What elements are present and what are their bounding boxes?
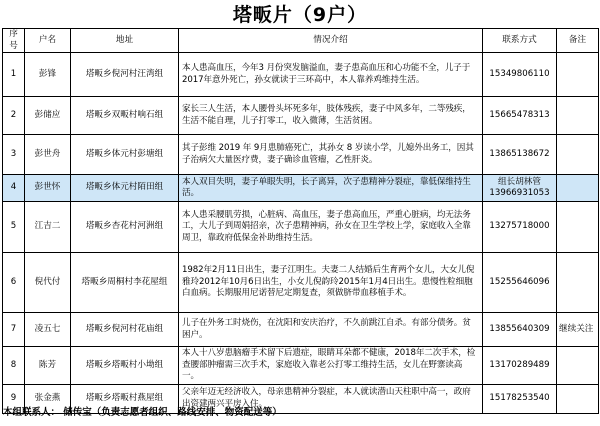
household-table — [2, 28, 599, 414]
header-info: 情况介绍 — [179, 29, 483, 53]
row-name: 倪代付 — [25, 253, 71, 313]
row-no: 7 — [3, 313, 25, 347]
row-phone: 15178253540 — [483, 384, 557, 413]
row-name: 张金燕 — [25, 384, 71, 413]
header-phone: 联系方式 — [483, 29, 557, 53]
row-info: 本人患采腰肌劳损，心脏病、高血压，妻子患高血压，严重心脏病，均无法务工，大儿子到周娟招亲，次子患精神病，孙女在卫生学校上学，家庭收入全靠周卫，靠政府低保金补助维持生活。 — [179, 202, 483, 253]
row-address: 塔畈乡倪河村汪湾组 — [71, 53, 179, 97]
row-no: 2 — [3, 97, 25, 135]
row-address: 塔畈乡倪河村花庙组 — [71, 313, 179, 347]
row-phone: 13275718000 — [483, 202, 557, 253]
row-name: 彭世舟 — [25, 135, 71, 175]
row-address: 塔畈乡双畈村响石组 — [71, 97, 179, 135]
row-note — [557, 253, 599, 313]
row-name: 江吉二 — [25, 202, 71, 253]
row-note — [557, 202, 599, 253]
row-no: 1 — [3, 53, 25, 97]
row-phone: 15255646096 — [483, 253, 557, 313]
header-no: 序号 — [3, 29, 25, 53]
row-info: 其子彭维 2019 年 9月患肺癌死亡，其孙女 8 岁读小学，儿媳外出务工，因其子治病欠大量医疗费，妻子确诊血管瘤，乙性肝炎。 — [179, 135, 483, 175]
row-no: 4 — [3, 175, 25, 202]
row-info: 家长三人生活，本人腰骨头坏死多年，肢体残疾，妻子中风多年，二等残疾，生活不能自理，儿子打零工，收入微薄，生活贫困。 — [179, 97, 483, 135]
table-row — [3, 175, 599, 202]
row-info: 父亲年迈无经济收入，母亲患精神分裂症，本人就读潜山天柱职中高一，政府出资建两兴平房入住。 — [179, 384, 483, 413]
header-address: 地址 — [71, 29, 179, 53]
row-phone: 15349806110 — [483, 53, 557, 97]
row-info: 儿子在外务工时烧伤，在沈阳和安庆治疗，不久前跳江自杀。有部分债务。贫困户。 — [179, 313, 483, 347]
row-info: 1982年2月11日出生，妻子江明生。夫妻二人结婚后生育两个女儿，大女儿倪雅玲2012年10月6日出生，小女儿倪韵玲2015年1月4日出生。患慢性粒细胞白血病。长期服用尼诺替尼定期复查，须做脐带血移植手术。 — [179, 253, 483, 313]
header-name: 户名 — [25, 29, 71, 53]
row-note — [557, 347, 599, 385]
table-row — [3, 202, 599, 253]
row-info: 本人患高血压，今年3 月份突发脑溢血，妻子患高血压和心功能不全，儿子于 2017年意外死亡，孙女就读于三环高中，本人靠养鸡维持生活。 — [179, 53, 483, 97]
row-note — [557, 97, 599, 135]
row-note — [557, 135, 599, 175]
row-address: 塔畈乡杏花村河洲组 — [71, 202, 179, 253]
header-row — [3, 29, 599, 53]
row-address: 塔畈乡周桐村李花屋组 — [71, 253, 179, 313]
row-phone: 13170289489 — [483, 347, 557, 385]
row-note: 继续关注 — [557, 313, 599, 347]
table-row — [3, 97, 599, 135]
table-row — [3, 135, 599, 175]
row-note — [557, 53, 599, 97]
row-name: 彭锋 — [25, 53, 71, 97]
table-row — [3, 253, 599, 313]
row-info: 本人十八岁患脑瘤手术留下后遗症，眼睛耳朵都不健康，2018年二次手术，检查腰部肿瘤需三次手术，家庭收入靠老公打零工维持生活，女儿在野寨读高一。 — [179, 347, 483, 385]
row-note — [557, 384, 599, 413]
row-address: 塔畈乡体元村陌田组 — [71, 175, 179, 202]
row-address: 塔畈乡塔畈村燕屋组 — [71, 384, 179, 413]
table-row — [3, 347, 599, 385]
row-phone: 13865138672 — [483, 135, 557, 175]
row-name: 凌五七 — [25, 313, 71, 347]
row-phone: 15665478313 — [483, 97, 557, 135]
row-info: 本人双目失明，妻子单眼失明，长子离异，次子患精神分裂症，靠低保维持生活。 — [179, 175, 483, 202]
row-no: 3 — [3, 135, 25, 175]
row-name: 彭世怀 — [25, 175, 71, 202]
row-note — [557, 175, 599, 202]
contact-footer: 本组联系人： 储传宝（负责志愿者组织、路线安排、物资配送等） — [3, 407, 282, 418]
table-row — [3, 313, 599, 347]
row-address: 塔畈乡体元村彭塘组 — [71, 135, 179, 175]
row-no: 8 — [3, 347, 25, 385]
row-no: 6 — [3, 253, 25, 313]
table-row — [3, 53, 599, 97]
row-no: 9 — [3, 384, 25, 413]
row-name: 陈芳 — [25, 347, 71, 385]
row-phone: 13855640309 — [483, 313, 557, 347]
row-address: 塔畈乡塔畈村小坳组 — [71, 347, 179, 385]
page-title: 塔畈片（9户） — [232, 4, 368, 26]
row-name: 彭储应 — [25, 97, 71, 135]
row-phone: 组长胡林管 13966931053 — [483, 175, 557, 202]
row-no: 5 — [3, 202, 25, 253]
header-note: 备注 — [557, 29, 599, 53]
